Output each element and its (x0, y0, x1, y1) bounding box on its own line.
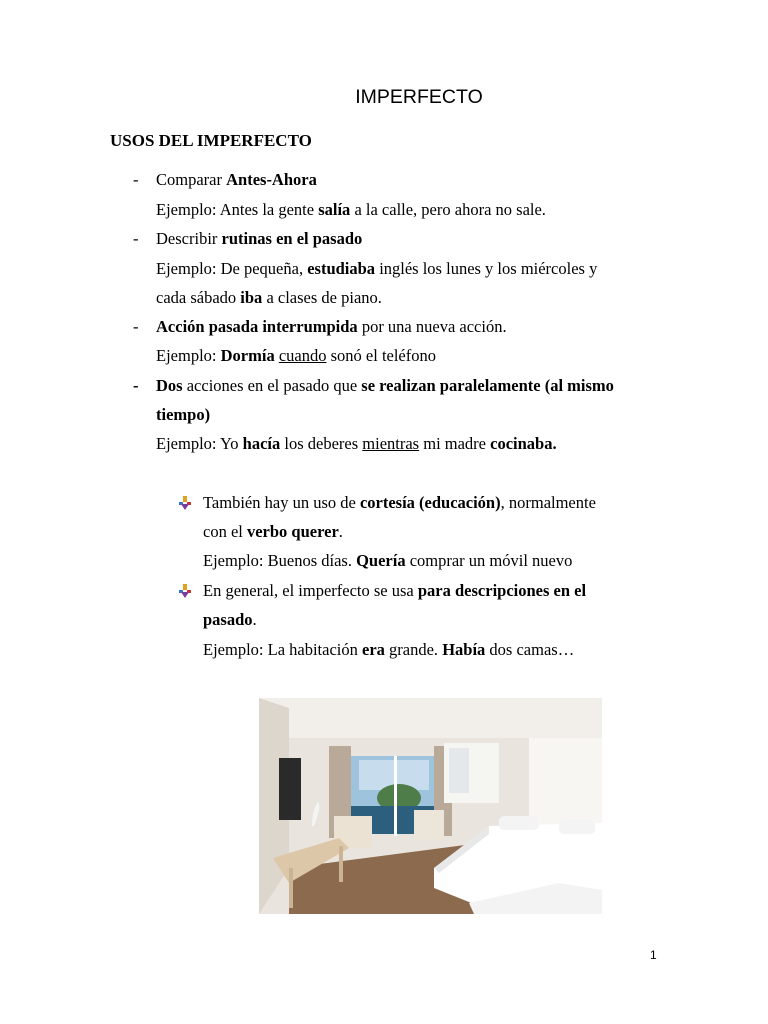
bold-text: para descripciones en el (417, 581, 587, 600)
underlined-text: mientras (362, 434, 420, 453)
list-line (156, 170, 317, 190)
bold-text: iba (240, 288, 263, 307)
bold-text: Dormía (220, 346, 275, 365)
bold-text: tiempo) (156, 405, 211, 424)
text-segment: . (252, 610, 257, 629)
text-segment: También hay un uso de (203, 493, 360, 512)
bold-text: pasado (203, 610, 253, 629)
bold-text: Acción pasada interrumpida (156, 317, 358, 336)
bold-text: hacía (242, 434, 281, 453)
bold-text: cortesía (educación) (359, 493, 501, 512)
bold-text: Antes-Ahora (226, 170, 317, 189)
bold-text: Dos (156, 376, 183, 395)
list-line (156, 405, 210, 425)
list-line (156, 346, 436, 366)
list-dash-marker: - (133, 170, 139, 189)
note-line (203, 493, 596, 513)
bold-text: salía (318, 200, 351, 219)
hotel-room-photo (259, 698, 602, 914)
page-title: IMPERFECTO (355, 86, 483, 108)
bold-text: Había (442, 640, 486, 659)
bold-text: estudiaba (307, 259, 376, 278)
text-segment: Ejemplo: (156, 346, 221, 365)
text-segment: Ejemplo: Buenos días. (203, 551, 357, 570)
list-line (156, 200, 546, 220)
bold-text: verbo querer (246, 522, 339, 541)
text-segment: a la calle, pero ahora no sale. (350, 200, 546, 219)
text-segment: por una nueva acción. (357, 317, 507, 336)
text-segment: . (338, 522, 343, 541)
text-segment: a clases de piano. (262, 288, 382, 307)
note-line (203, 640, 574, 660)
list-line (156, 317, 507, 337)
arrow-bullet-icon (178, 584, 192, 598)
text-segment: grande. (384, 640, 443, 659)
text-segment: En general, el imperfecto se usa (203, 581, 418, 600)
text-segment: cada sábado (156, 288, 241, 307)
bold-text: era (362, 640, 385, 659)
list-dash-marker: - (133, 229, 139, 248)
bold-text: se realizan paralelamente (al mismo (361, 376, 614, 395)
bold-text: cocinaba. (490, 434, 557, 453)
text-segment: Ejemplo: La habitación (203, 640, 362, 659)
text-segment: sonó el teléfono (326, 346, 436, 365)
text-segment: con el (203, 522, 247, 541)
text-segment: los deberes (280, 434, 363, 453)
list-line (156, 259, 597, 279)
list-line (156, 229, 362, 249)
note-line (203, 610, 257, 630)
text-segment: , normalmente (500, 493, 596, 512)
list-dash-marker: - (133, 376, 139, 395)
bold-text: rutinas en el pasado (221, 229, 363, 248)
list-line (156, 288, 382, 308)
text-segment: acciones en el pasado que (182, 376, 362, 395)
arrow-bullet-icon (178, 496, 192, 510)
list-line (156, 376, 614, 396)
text-segment: dos camas… (485, 640, 575, 659)
note-line (203, 581, 586, 601)
note-line (203, 522, 343, 542)
page-number: 1 (650, 948, 657, 962)
text-segment: Ejemplo: De pequeña, (156, 259, 308, 278)
section-heading: USOS DEL IMPERFECTO (110, 131, 312, 150)
text-segment: inglés los lunes y los miércoles y (375, 259, 598, 278)
text-segment: Ejemplo: Antes la gente (156, 200, 319, 219)
text-segment: Ejemplo: Yo (156, 434, 243, 453)
text-segment: comprar un móvil nuevo (405, 551, 573, 570)
text-segment: Describir (156, 229, 222, 248)
underlined-text: cuando (278, 346, 327, 365)
text-segment: Comparar (156, 170, 227, 189)
bold-text: Quería (356, 551, 406, 570)
text-segment: mi madre (419, 434, 491, 453)
list-dash-marker: - (133, 317, 139, 336)
note-line (203, 551, 572, 571)
list-line (156, 434, 557, 454)
